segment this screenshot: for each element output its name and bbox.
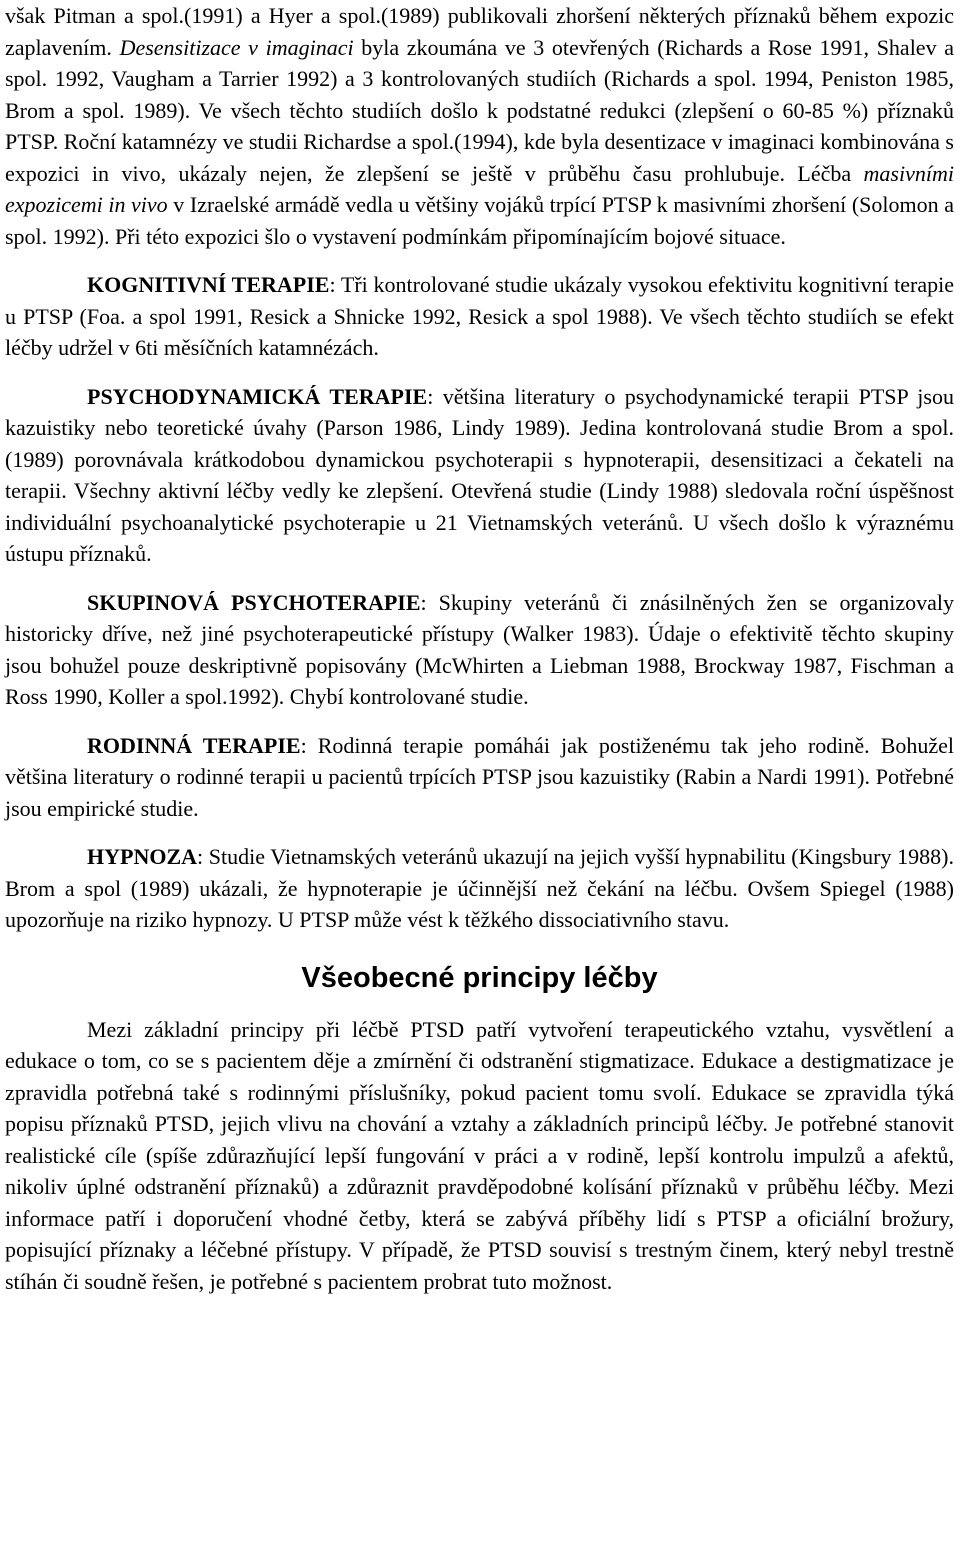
paragraph-text: : Rodinná terapie pomáhái jak postiženému tak jeho rodině. Bohužel většina literatury o rodinné terapii u pacientů trpících PTSP jsou kazuistiky (Rabin a Nardi 1991). Potřebné jsou empirické studie.: [5, 732, 955, 821]
paragraph-text: v Izraelské armádě vedla u většiny vojáků trpící PTSP k masivními zhoršení (Solomon a spol. 1992). Při této expozici šlo o vystavení podmínkám připomínajícím bojové situace.: [5, 192, 954, 249]
italic-text: masivními expozicemi in vivo: [5, 160, 954, 217]
paragraph-text: : většina literatury o psychodynamické terapii PTSP jsou kazuistiky nebo teoretické úvahy (Parson 1986, Lindy 1989). Jedina kontrolovaná studie Brom a spol. (1989) porovnávala krátkodobou dynamickou psychoterapii s hypnoterapii, desensitizaci a čekateli na terapii. Všechny aktivní léčby vedly ke zlepšení. Otevřená studie (Lindy 1988) sledovala roční úspěšnost individuální psychoanalytické psychoterapie u 21 Vietnamských veteránů. U všech došlo k výraznému ústupu příznaků.: [5, 383, 954, 566]
paragraph: [5, 841, 954, 936]
paragraph: [5, 730, 954, 825]
paragraph: [5, 587, 954, 713]
paragraph-heading: PSYCHODYNAMICKÁ TERAPIE: [87, 383, 428, 409]
section-title: Všeobecné principy léčby: [301, 961, 658, 994]
paragraph-heading: HYPNOZA: [87, 844, 197, 869]
paragraph-text: : Studie Vietnamských veteránů ukazují na jejich vyšší hypnabilitu (Kingsbury 1988). Brom a spol (1989) ukázali, že hypnoterapie je účinnější než čekání na léčbu. Ovšem Spiegel (1988) upozorňuje na riziko hypnozy. U PTSP může vést k těžkého dissociativního stavu.: [5, 844, 954, 932]
closing-paragraph: Mezi základní principy při léčbě PTSD patří vytvoření terapeutického vztahu, vysvětlení a edukace o tom, co se s pacientem děje a zmírnění či odstranění stigmatizace. Edukace a destigmatizace je zpravidla potřebná také s rodinnými příslušníky, pokud pacient tomu svolí. Edukace se zpravidla týká popisu příznaků PTSD, jejich vlivu na chování a vztahy a základních principů léčby. Je potřebné stanovit realistické cíle (spíše zdůrazňující lepší fungování v práci a v rodině, lepší kontrolu impulzů a afektů, nikoliv úplné odstranění příznaků) a zdůraznit pravděpodobné kolísání příznaků v průběhu léčby. Mezi informace patří i doporučení vhodné četby, která se zabývá příběhy lidí s PTSP a oficiální brožury, popisující příznaky a léčebné přístupy. V případě, že PTSD souvisí s trestným činem, který nebyl trestně stíhán či soudně řešen, je potřebné s pacientem probrat tuto možnost.: [5, 1016, 954, 1294]
paragraph-list: [5, 0, 954, 936]
paragraph-text: byla zkoumána ve 3 otevřených (Richards a Rose 1991, Shalev a spol. 1992, Vaugham a Tarrier 1992) a 3 kontrolovaných studiích (Richards a spol. 1994, Peniston 1985, Brom a spol. 1989). Ve všech těchto studiích došlo k podstatné redukci (zlepšení o 60-85 %) příznaků PTSP. Roční katamnézy ve studii Richardse a spol.(1994), kde byla desentizace v imaginaci kombinována s expozici in vivo, ukázaly nejen, že zlepšení se ještě v průběhu času prohlubuje. Léčba: [5, 34, 954, 186]
paragraph: [5, 0, 954, 252]
paragraph-heading: KOGNITIVNÍ TERAPIE: [87, 272, 330, 297]
paragraph-text: však Pitman a spol.(1991) a Hyer a spol.(1989) publikovali zhoršení některých příznaků během expozic zaplavením.: [5, 3, 954, 60]
paragraph: [5, 381, 954, 570]
paragraph: [5, 269, 954, 364]
italic-text: Desensitizace v imaginaci: [119, 34, 354, 60]
paragraph-text: : Skupiny veteránů či znásilněných žen se organizovaly historicky dříve, než jiné psychoterapeutické přístupy (Walker 1983). Údaje o efektivitě těchto skupiny jsou bohužel pouze deskriptivně popisovány (McWhirten a Liebman 1988, Brockway 1987, Fischman a Ross 1990, Koller a spol.1992). Chybí kontrolované studie.: [5, 589, 955, 709]
paragraph-heading: SKUPINOVÁ PSYCHOTERAPIE: [87, 589, 421, 615]
paragraph-heading: RODINNÁ TERAPIE: [87, 732, 301, 758]
paragraph-text: : Tři kontrolované studie ukázaly vysokou efektivitu kognitivní terapie u PTSP (Foa. a spol 1991, Resick a Shnicke 1992, Resick a spol 1988). Ve všech těchto studiích se efekt léčby udržel v 6ti měsíčních katamnézách.: [5, 272, 954, 360]
